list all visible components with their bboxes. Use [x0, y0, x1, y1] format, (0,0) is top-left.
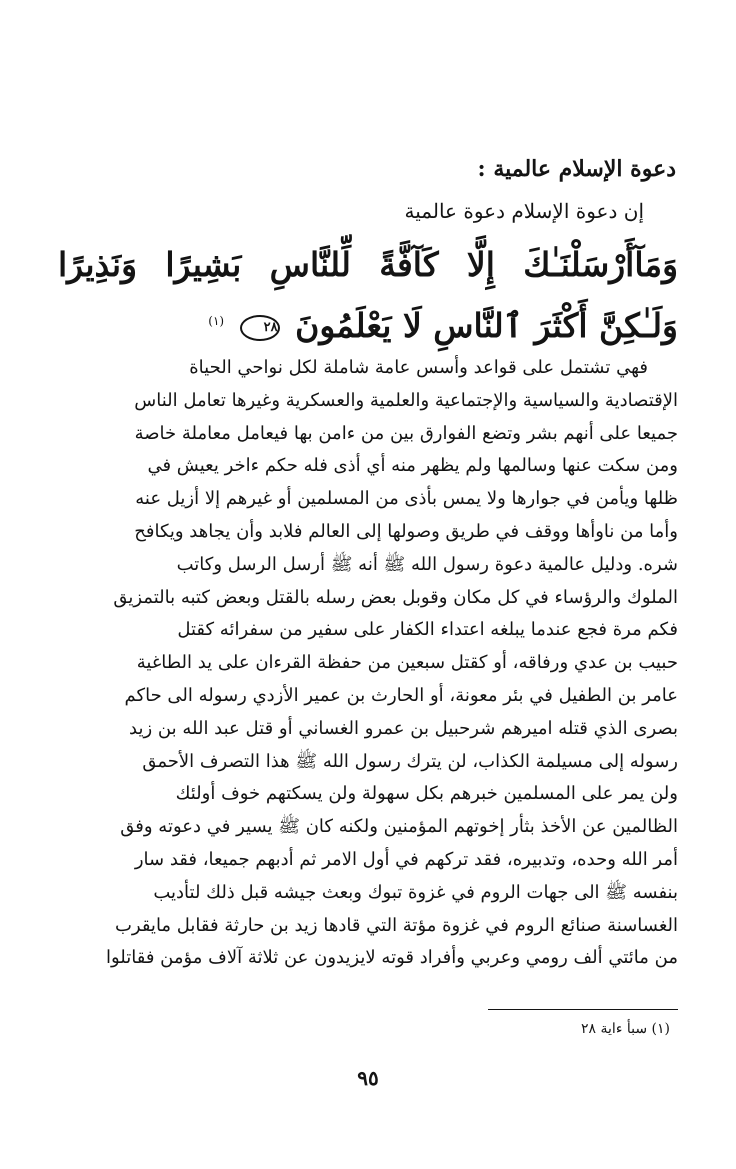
paragraph-line: عامر بن الطفيل في بئر معونة، أو الحارث بن عمير الأزدي رسوله الى حاكم	[124, 684, 678, 706]
paragraph-line: شره. ودليل عالمية دعوة رسول الله ﷺ أنه ﷺ أرسل الرسل وكاتب	[176, 553, 678, 575]
verse-line-2: يَعْلَمُونَ	[295, 306, 392, 345]
verse-number-mark: ٢٨	[240, 315, 280, 341]
intro-line: إن دعوة الإسلام دعوة عالمية	[404, 199, 644, 223]
paragraph-line: جميعا على أنهم بشر وتضع الفوارق بين من ءامن بها فيعامل معاملة خاصة	[134, 422, 678, 444]
paragraph-line: ومن سكت عنها وسالمها ولم يظهر منه أي أذى فله حكم ءاخر يعيش في	[147, 455, 678, 477]
paragraph-line: من مائتي ألف رومي وعربي وأفراد قوته لايزيدون عن ثلاثة آلاف مؤمن فقاتلوا	[105, 947, 678, 969]
paragraph-line: حبيب بن عدي ورفاقه، أو كقتل سبعين من حفظة القرءان على يد الطاغية	[136, 652, 678, 674]
paragraph-line: أمر الله وحده، وتدبيره، فقد تركهم في أول الامر ثم أدبهم جميعا، فقد سار	[134, 848, 678, 870]
paragraph-line: الظالمين عن الأخذ بثأر إخوتهم المؤمنين ولكنه كان ﷺ يسير في دعوته وفق	[120, 816, 678, 838]
paragraph-line: بنفسه ﷺ الى جهات الروم في غزوة تبوك وبعث جيشه قبل ذلك لتأديب	[153, 881, 678, 903]
paragraph-line: ظلها ويأمن في جوارها ولا يمس بأذى من المسلمين أو غيرهم إلا أزيل عنه	[135, 488, 678, 510]
verse-line-1: وَمَآأَرْسَلْنَـٰكَ إِلَّا كَآفَّةً لِّلنَّاسِ بَشِيرًا وَنَذِيرًا وَلَـٰكِنَّ أَكْثَرَ ٱلنَّاسِ لَا	[58, 245, 678, 345]
body-paragraph	[58, 352, 678, 975]
paragraph-line: الملوك والرؤساء في كل مكان وقوبل بعض رسله بالقتل وبعض كتبه بالتمزيق	[113, 586, 678, 608]
paragraph-line: وأما من ناوأها ووقف في طريق وصولها إلى العالم فلابد وأن يجاهد ويكافح	[134, 520, 678, 542]
footnote: (١) سبأ ءاية ٢٨	[581, 1021, 670, 1037]
page-number: ٩٥	[357, 1066, 379, 1090]
paragraph-line: فهي تشتمل على قواعد وأسس عامة شاملة لكل نواحي الحياة	[189, 357, 648, 378]
paragraph-line: بصرى الذي قتله اميرهم شرحبيل بن عمرو الغساني أو قتل عبد الله بن زيد	[129, 717, 678, 739]
section-heading: دعوة الإسلام عالمية :	[477, 156, 676, 182]
paragraph-line: رسوله إلى مسيلمة الكذاب، لن يترك رسول الله ﷺ هذا التصرف الأحمق	[142, 750, 678, 772]
footnote-reference: (١)	[208, 314, 225, 328]
paragraph-line: الإقتصادية والسياسية والإجتماعية والعلمية والعسكرية وغيرها تعامل الناس	[134, 389, 678, 411]
paragraph-line: ولن يمر على المسلمين خبرهم بكل سهولة ولن يسكتهم خوف أولئك	[175, 783, 678, 805]
footnote-divider	[488, 1009, 678, 1010]
paragraph-line: فكم مرة فجع عندما يبلغه اعتداء الكفار على سفير من سفرائه كقتل	[177, 619, 678, 641]
paragraph-line: الغساسنة صنائع الروم في غزوة مؤتة التي قادها زيد بن حارثة فقابل مايقرب	[114, 914, 678, 936]
quran-verse	[58, 236, 678, 354]
